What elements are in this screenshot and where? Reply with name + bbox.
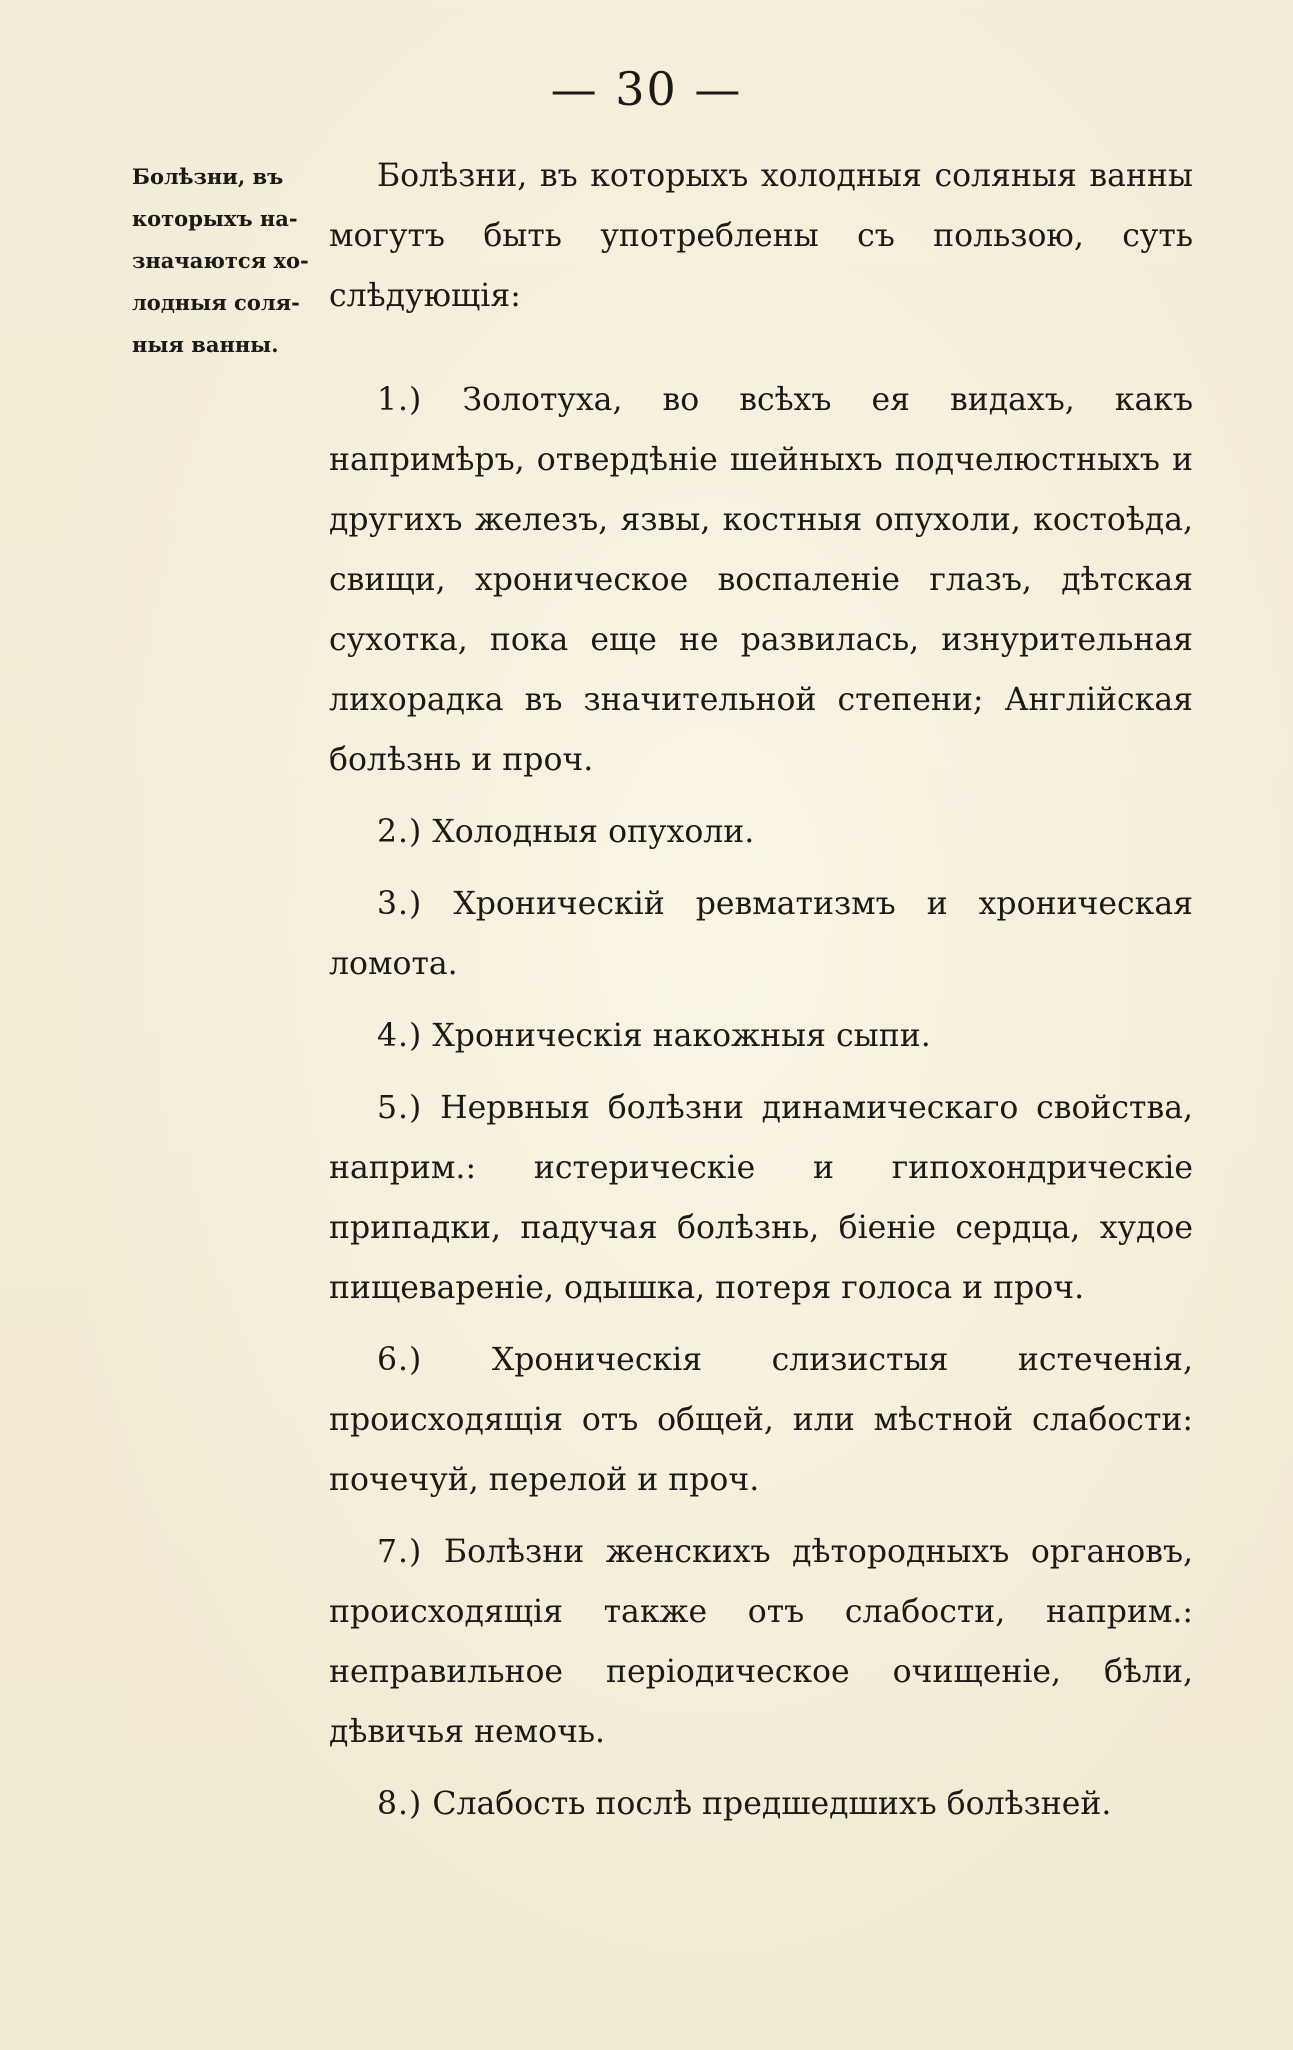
item-number: 4.) xyxy=(377,1018,423,1054)
list-item-7 xyxy=(329,1522,1193,1762)
item-text: Хроническій ревматизмъ и хроническая ломота. xyxy=(329,886,1194,982)
list-item-8 xyxy=(329,1774,1193,1834)
item-text: Хроническія накожныя сыпи. xyxy=(432,1018,931,1054)
item-number: 5.) xyxy=(377,1090,423,1126)
margin-note xyxy=(132,156,337,366)
intro-paragraph: Болѣзни, въ которыхъ холодныя соляныя ванны могутъ быть употреблены съ пользою, суть слѣдующія: xyxy=(329,158,1193,314)
item-number: 3.) xyxy=(377,886,423,922)
item-text: Холодныя опухоли. xyxy=(432,814,755,850)
margin-note-line: Болѣзни, въ xyxy=(132,164,284,189)
margin-note-line: лодныя соля- xyxy=(132,290,300,315)
item-text: Слабость послѣ предшедшихъ болѣзней. xyxy=(432,1786,1112,1822)
item-text: Нервныя болѣзни динамическаго свойства, наприм.: истерическіе и гипохондрическіе припадки, падучая болѣзнь, біеніе сердца, худое пищевареніе, одышка, потеря голоса и проч. xyxy=(329,1090,1194,1306)
item-text: Хроническія слизистыя истеченія, происходящія отъ общей, или мѣстной слабости: почечуй, перелой и проч. xyxy=(329,1342,1193,1498)
margin-note-line: значаются хо- xyxy=(132,248,309,273)
item-number: 6.) xyxy=(377,1342,423,1378)
list-item-1 xyxy=(329,370,1193,790)
item-number: 2.) xyxy=(377,814,423,850)
item-number: 8.) xyxy=(377,1786,423,1822)
margin-note-line: которыхъ на- xyxy=(132,206,298,231)
list-item-6 xyxy=(329,1330,1193,1510)
list-item-5 xyxy=(329,1078,1193,1318)
margin-note-line: ныя ванны. xyxy=(132,332,279,357)
item-number: 1.) xyxy=(377,382,423,418)
page-number: — 30 — xyxy=(550,62,743,116)
list-item-2 xyxy=(329,802,1193,862)
item-number: 7.) xyxy=(377,1534,423,1570)
list-item-4 xyxy=(329,1006,1193,1066)
list-item-3 xyxy=(329,874,1193,994)
item-text: Золотуха, во всѣхъ ея видахъ, какъ напримѣръ, отвердѣніе шейныхъ подчелюстныхъ и другихъ железъ, язвы, костныя опухоли, костоѣда, свищи, хроническое воспаленіе глазъ, дѣтская сухотка, пока еще не развилась, изнурительная лихорадка въ значительной степени; Англійская болѣзнь и проч. xyxy=(329,382,1193,778)
item-text: Болѣзни женскихъ дѣтородныхъ органовъ, происходящія также отъ слабости, наприм.: неправильное періодическое очищеніе, бѣли, дѣвичья немочь. xyxy=(329,1534,1193,1750)
main-text xyxy=(329,146,1193,1834)
